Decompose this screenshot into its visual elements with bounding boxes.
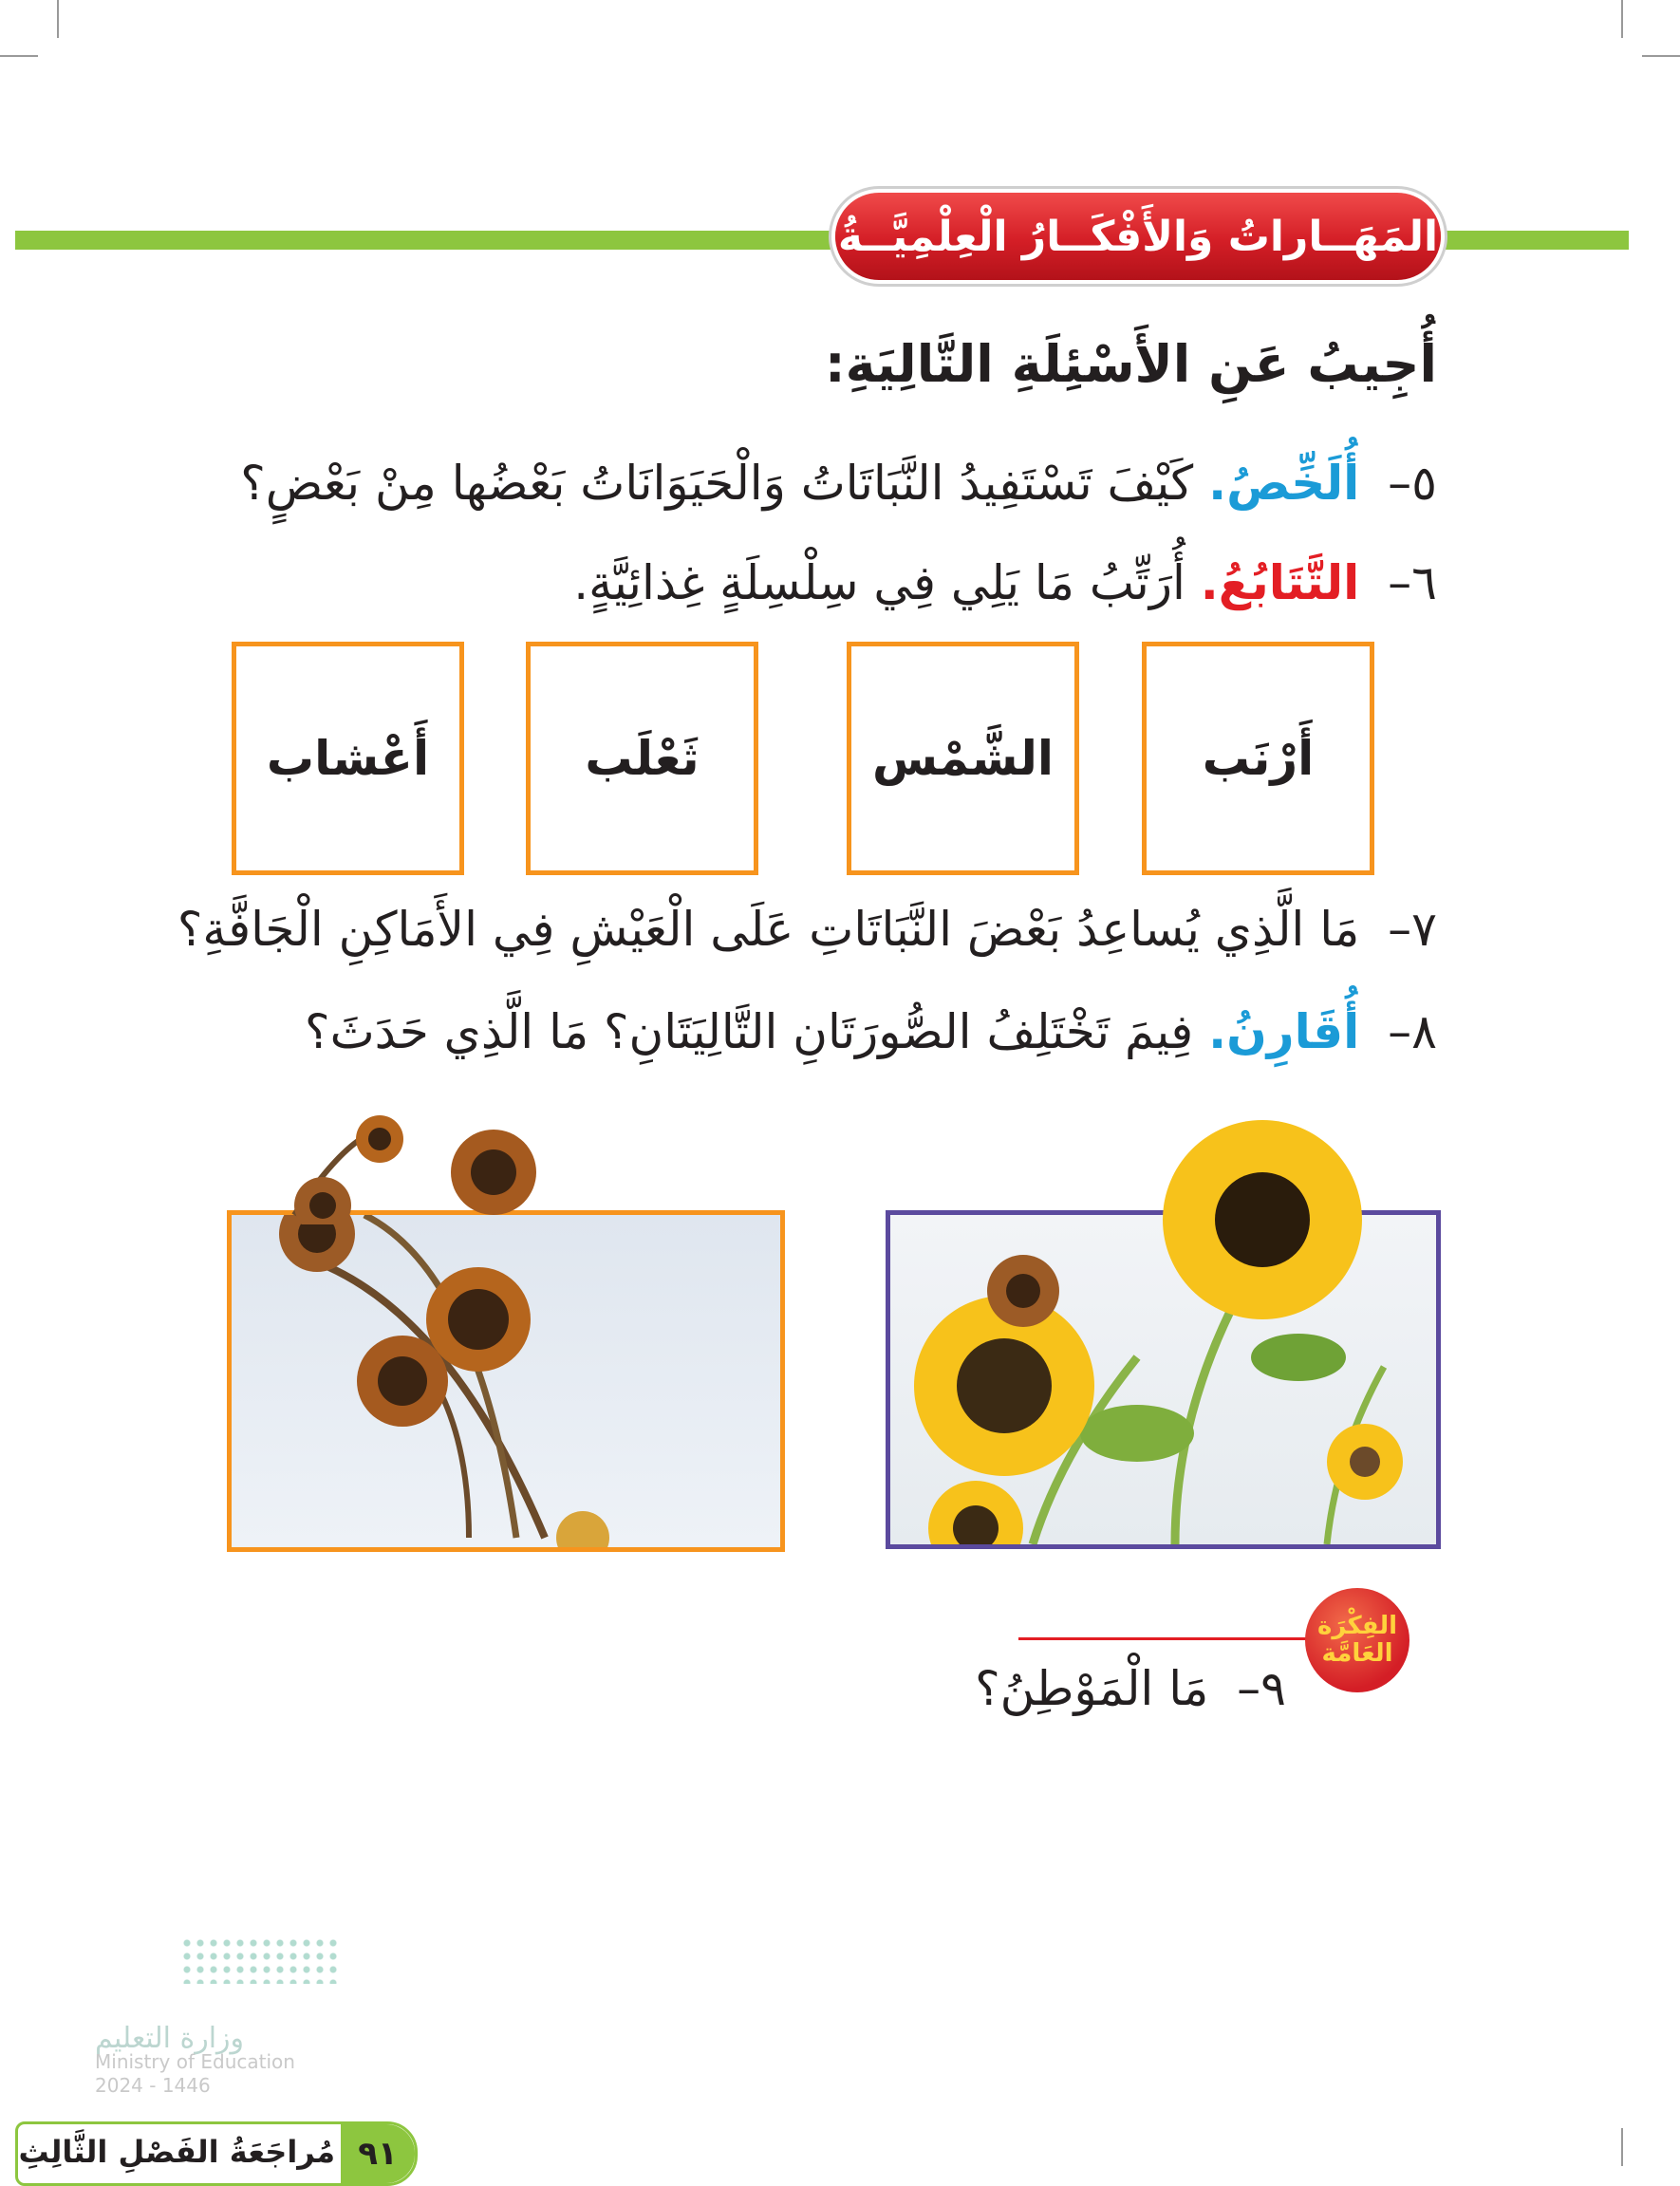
skill-keyword: التَّتَابُعُ.	[1200, 555, 1360, 610]
question-text: مَا الَّذِي يُساعِدُ بَعْضَ النَّبَاتَاتِ عَلَى الْعَيْشِ فِي الأَمَاكِنِ الْجَافَّةِ؟	[177, 902, 1360, 957]
skill-keyword: أُلَخِّصُ.	[1208, 456, 1360, 511]
ministry-logo-dots	[180, 1936, 342, 1984]
question-number: ٥–	[1388, 456, 1437, 511]
page-footer	[15, 2121, 418, 2186]
footer-chapter-title: مُراجَعَةُ الفَصْلِ الثَّالِثِ	[18, 2134, 335, 2170]
question-8	[305, 1004, 1437, 1059]
sequence-box-rabbit: أَرْنَب	[1142, 642, 1374, 875]
question-text: كَيْفَ تَسْتَفِيدُ النَّبَاتَاتُ وَالْحَيَوَانَاتُ بَعْضُها مِنْ بَعْضٍ؟	[240, 456, 1194, 511]
question-5	[240, 456, 1437, 511]
big-idea-badge	[1305, 1588, 1409, 1692]
wilted-sunflower-photo	[227, 1210, 785, 1552]
badge-line-1: الفِكْرَة	[1316, 1612, 1398, 1641]
crop-mark	[57, 0, 59, 38]
question-text: أُرَتِّبُ مَا يَلِي فِي سِلْسِلَةٍ غِذائِيَّةٍ.	[573, 555, 1185, 610]
watermark-english: Ministry of Education	[95, 2050, 295, 2073]
fresh-flower-overflow	[1111, 1115, 1414, 1324]
crop-mark	[1621, 0, 1623, 38]
crop-mark	[1642, 55, 1680, 57]
crop-mark	[0, 55, 38, 57]
sequence-box-sun: الشَّمْس	[847, 642, 1079, 875]
instruction-heading: أُجِيبُ عَنِ الأَسْئِلَةِ التَّالِيَةِ:	[825, 334, 1437, 394]
question-text: فِيمَ تَخْتَلِفُ الصُّورَتَانِ التَّالِيَتَانِ؟ مَا الَّذِي حَدَثَ؟	[305, 1004, 1194, 1059]
watermark-text: وزارة التعليم	[95, 2022, 245, 2055]
question-number: ٧–	[1388, 902, 1437, 957]
question-number: ٩–	[1237, 1661, 1286, 1716]
question-7	[177, 902, 1437, 957]
section-title: المَهَــاراتُ وَالأَفْكَــارُ الْعِلْمِيَّــةُ	[837, 212, 1439, 261]
question-6	[573, 555, 1437, 610]
sequence-box-fox: ثَعْلَب	[526, 642, 758, 875]
skill-keyword: أُقَارِنُ.	[1208, 1004, 1360, 1059]
section-banner	[835, 193, 1441, 280]
question-text: مَا الْمَوْطِنُ؟	[975, 1661, 1209, 1716]
page-number: ٩١	[341, 2124, 415, 2183]
question-number: ٦–	[1388, 555, 1437, 610]
big-idea-line	[1018, 1637, 1308, 1640]
crop-mark	[1621, 2128, 1623, 2166]
question-number: ٨–	[1388, 1004, 1437, 1059]
badge-line-2: العَامَّة	[1321, 1639, 1393, 1668]
question-9	[975, 1661, 1286, 1716]
wilted-flower-overflow	[275, 1101, 560, 1224]
watermark-year: 2024 - 1446	[95, 2074, 211, 2097]
sequence-box-grass: أَعْشاب	[232, 642, 464, 875]
